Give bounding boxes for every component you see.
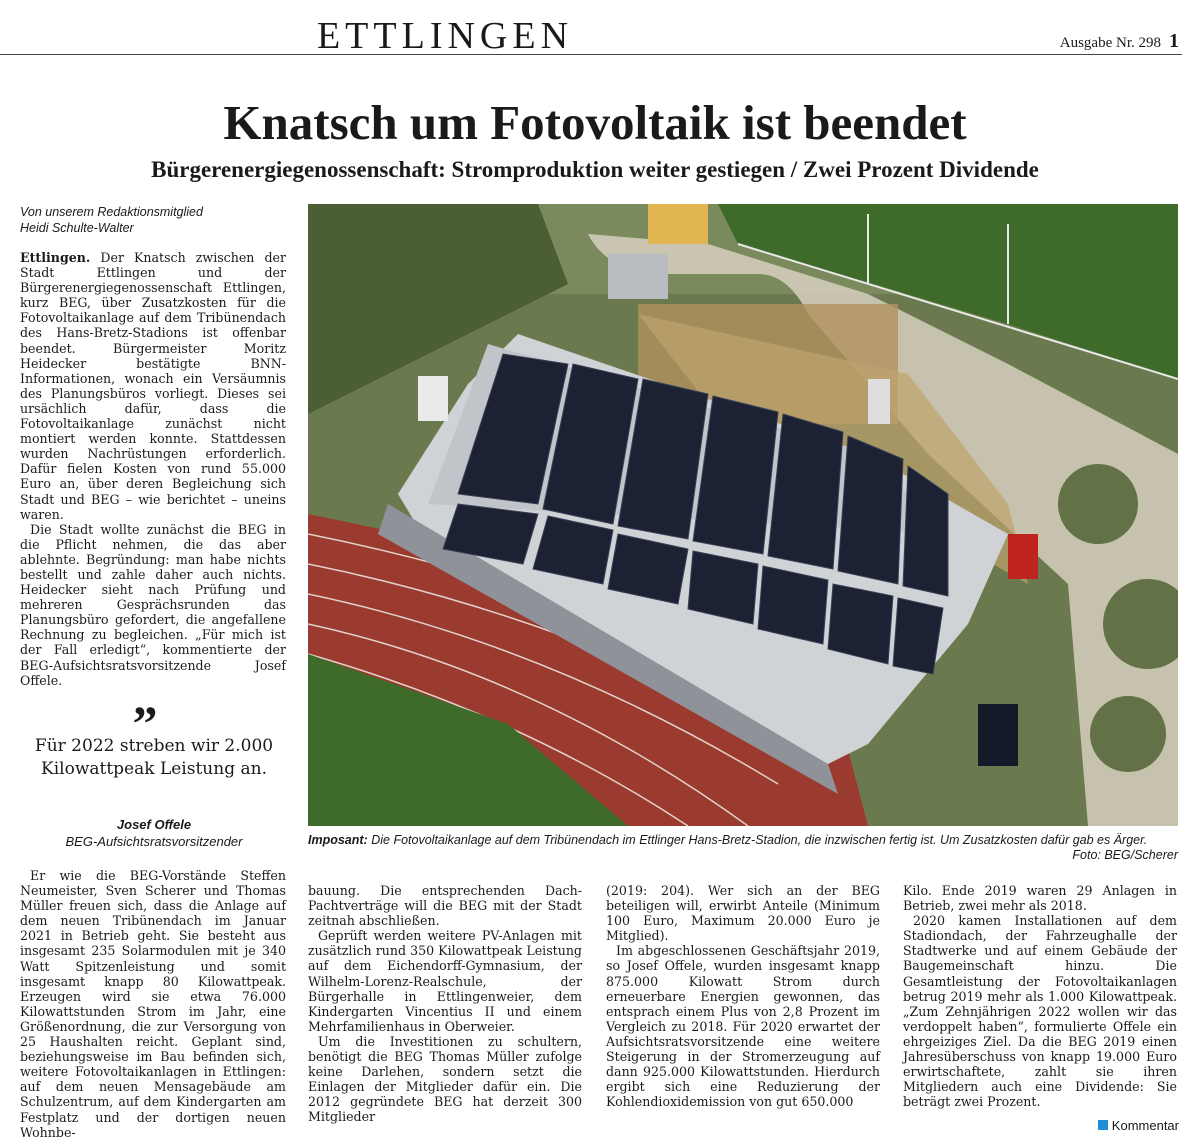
issue-info: [1060, 30, 1179, 53]
section-title: ETTLINGEN: [316, 15, 574, 57]
paragraph: Kilo. Ende 2019 waren 29 Anlagen in Betrieb, zwei mehr als 2018.: [903, 883, 1177, 914]
paragraph: Geprüft werden weitere PV-Anlagen mit zusätzlich rund 350 Kilowattpeak Leistung auf dem Eichendorff-Gymnasium, der Wilhelm-Lorenz-Realschule, der Bürgerhalle in Ettlingenweier, dem Kindergarten Vincentius II und einem Mehrfamilienhaus in Oberweier.: [308, 928, 582, 1034]
photo-credit: Foto: BEG/Scherer: [1072, 848, 1178, 862]
quote-mark-icon: ”: [132, 695, 158, 751]
paragraph: [20, 250, 286, 522]
stadium-aerial-illustration: [308, 204, 1178, 826]
column-2: [308, 883, 582, 1125]
column-1-bottom: [20, 868, 286, 1140]
paragraph: (2019: 204). Wer sich an der BEG beteiligen will, erwirbt Anteile (Minimum 100 Euro, Maximum 20.000 Euro je Mitglied).: [606, 883, 880, 944]
column-4: [903, 883, 1177, 1109]
column-3: [606, 883, 880, 1109]
paragraph-text: Der Knatsch zwischen der Stadt Ettlingen und der Bürgerenergiegenossenschaft Ettlingen, kurz BEG, über Zusatzkosten für die Fotovoltaikanlage auf dem Tribünendach des Hans-Bretz-Stadions ist offenbar beendet. Bürgermeister Moritz Heidecker bestätigte BNN-Informationen, wonach ein Versäumnis des Planungsbüros vorliegt. Dieses sei ursächlich dafür, dass die Fotovoltaikanlage zunächst nicht montiert werden konnte. Stattdessen wurden Nachrüstungen erforderlich. Dafür fielen Kosten von rund 55.000 Euro an, über deren Begleichung sich Stadt und BEG – wie berichtet – uneins waren.: [20, 250, 286, 522]
byline-line-1: Von unserem Redaktionsmitglied: [20, 205, 203, 219]
quote-author: Josef Offele: [116, 817, 192, 832]
dateline: Ettlingen.: [20, 250, 91, 265]
page-number: 1: [1169, 30, 1179, 52]
photo-caption: [308, 832, 1178, 848]
paragraph: 2020 kamen Installationen auf dem Stadiondach, der Fahrzeughalle der Stadtwerke und auf einem Gebäude der Baugemeinschaft hinzu. Die Gesamtleistung der Fotovoltaikanlagen betrug 2019 mehr als 1.000 Kilowattpeak. „Zum Zehnjährigen 2022 wollen wir das verdoppelt haben“, formulierte Offele ein ehrgeiziges Ziel. Da die BEG 2019 einen Jahresüberschuss von knapp 19.000 Euro erwirtschaftete, zahlt sie ihren Mitgliedern auch eine Dividende: Sie beträgt zwei Prozent.: [903, 913, 1177, 1110]
paragraph: Im abgeschlossenen Geschäftsjahr 2019, so Josef Offele, wurden insgesamt knapp 875.000 Kilowatt Strom durch erneuerbare Energien gewonnen, das entsprach einem Plus von 2,8 Prozent im Vergleich zu 2018. Für 2020 erwartet der Aufsichtsratsvorsitzende eine weitere Steigerung in der Stromerzeugung auf dann 925.000 Kilowattstunden. Hierdurch ergibt sich eine Reduzierung der Kohlendioxidemission von gut 650.000: [606, 943, 880, 1110]
byline: [20, 204, 203, 236]
caption-lead: Imposant:: [308, 833, 368, 847]
pull-quote: Für 2022 streben wir 2.000 Kilowattpeak Leistung an.: [34, 736, 274, 779]
stadium-photo: [308, 204, 1178, 826]
subheadline: Bürgerenergiegenossenschaft: Stromproduktion weiter gestiegen / Zwei Prozent Dividende: [151, 157, 1039, 182]
issue-label: Ausgabe Nr. 298: [1059, 35, 1161, 51]
paragraph: Um die Investitionen zu schultern, benötigt die BEG Thomas Müller zufolge keine Darlehen, sondern setzt die Einlagen der Mitglieder dafür ein. Die 2012 gegründete BEG hat derzeit 300 Mitglieder: [308, 1033, 582, 1125]
paragraph: bauung. Die entsprechenden Dach-Pachtverträge will die BEG mit der Stadt zeitnah abschließen.: [308, 883, 582, 929]
caption-text: Die Fotovoltaikanlage auf dem Tribünendach im Ettlinger Hans-Bretz-Stadion, die inzwischen fertig ist. Um Zusatzkosten dafür gab es Ärger.: [371, 833, 1148, 847]
quote-role: BEG-Aufsichtsratsvorsitzender: [65, 834, 243, 849]
comment-link-label: Kommentar: [1111, 1118, 1179, 1133]
column-1-top: [20, 250, 286, 688]
header-rule: [0, 54, 1182, 55]
paragraph: Er wie die BEG-Vorstände Steffen Neumeister, Sven Scherer und Thomas Müller freuen sich, dass die Anlage auf dem neuen Tribünendach im Januar 2021 in Betrieb geht. Sie besteht aus insgesamt 235 Solarmodulen mit je 340 Watt Spitzenleistung und somit insgesamt knapp 80 Kilowattpeak. Erzeugen wird sie etwa 76.000 Kilowattstunden Strom im Jahr, eine Größenordnung, die zur Versorgung von 25 Haushalten reicht. Geplant sind, beziehungsweise im Bau befinden sich, weitere Fotovoltaikanlagen in Ettlingen: auf dem neuen Mensagebäude am Schulzentrum, auf dem Kindergarten am Festplatz und der dortigen neuen Wohnbe-: [20, 868, 286, 1140]
paragraph: Die Stadt wollte zunächst die BEG in die Pflicht nehmen, die das aber ablehnte. Begründung: man habe nichts bestellt und zahle daher auch nichts. Heidecker sieht nach Prüfung und mehreren Gesprächsrunden das Planungsbüro gefordert, die angefallene Rechnung zu begleichen. „Für mich ist der Fall erledigt“, kommentierte der BEG-Aufsichtsratsvorsitzende Josef Offele.: [20, 521, 286, 688]
byline-author: Heidi Schulte-Walter: [20, 221, 134, 235]
comment-square-icon: [1098, 1120, 1108, 1130]
comment-link[interactable]: [1098, 1118, 1179, 1133]
headline: Knatsch um Fotovoltaik ist beendet: [223, 95, 967, 150]
